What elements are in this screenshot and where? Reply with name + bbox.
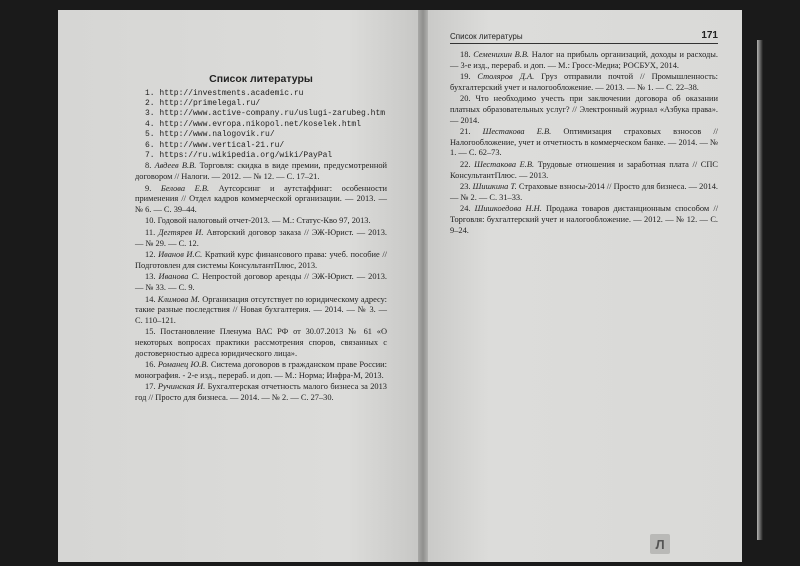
entry-text: Страховые взносы-2014 // Просто для бизнеса. — 2014. — № 2. — С. 31–33. — [450, 182, 718, 202]
entry-number: 21. — [460, 127, 471, 137]
left-column — [135, 74, 387, 405]
list-item: 3. http://www.active-company.ru/uslugi-zarubeg.htm — [145, 109, 386, 119]
entry-number: 13. — [145, 272, 156, 282]
entry-text: Оптимизация страховых взносов // Налогообложение, учет и отчетность в коммерческом банке. — 2014. — № 1. — С. 62–73. — [450, 127, 718, 158]
entry-text: Трудовые отношения и заработная плата // СПС КонсультантПлюс. — 2013. — [450, 159, 719, 180]
entry-number: 10. — [145, 216, 156, 226]
reference-entry — [135, 295, 387, 327]
entry-number: 18. — [460, 50, 471, 59]
reference-entry — [450, 94, 718, 126]
entry-text: Торговля: скидка в виде премии, предусмотренной договором // Налоги. — 2012. — № 12. — С. 17–21. — [135, 161, 388, 182]
page-heading: Список литературы — [209, 73, 313, 85]
entry-number: 17. — [145, 382, 156, 392]
entry-author: Шишкоедова Н.Н. — [474, 204, 542, 214]
list-item: 2. http://primelegal.ru/ — [145, 99, 261, 108]
page-number: 171 — [701, 30, 718, 41]
logo-icon: Л — [650, 534, 670, 554]
entry-text: Продажа товаров дистанционным способом // Торговля: бухгалтерский учет и налогообложение. — 2012. — № 12. — С. 9–24. — [450, 204, 719, 235]
reference-entry — [135, 216, 387, 227]
entry-author: Дегтярев И. — [158, 228, 204, 237]
reference-entry — [135, 382, 387, 403]
entry-author: Столяров Д.А. — [477, 72, 535, 82]
reference-list — [135, 161, 387, 403]
running-title: Список литературы — [450, 32, 523, 41]
entry-author: Шишкина Т. — [472, 182, 517, 192]
reference-entry — [450, 182, 718, 203]
entry-text: Что необходимо учесть при заключении договора об оказании платных образовательных услуг? // Электронный журнал «Азбука права». — 2014. — [450, 94, 718, 125]
entry-text: Налог на прибыль организаций, доходы и расходы. — 3-е изд., перераб. и доп. — М.: Гросс-Медиа; РОСБУХ, 2014. — [450, 50, 718, 70]
list-item: 5. http://www.nalogovik.ru/ — [145, 130, 275, 140]
reference-entry — [450, 50, 718, 71]
entry-text: Авторский договор заказа // ЭЖ-Юрист. — 2013. — № 29. — С. 12. — [135, 228, 388, 248]
entry-author: Ручинская И. — [157, 382, 206, 392]
entry-number: 23. — [460, 182, 471, 192]
list-item: 7. https://ru.wikipedia.org/wiki/PayPal — [145, 151, 333, 161]
entry-text: Груз отправили почтой // Промышленность: бухгалтерский учет и налогообложение. — 2013. — № 1. — С. 22–38. — [450, 72, 718, 92]
reference-entry — [450, 160, 718, 181]
entry-number: 19. — [460, 72, 471, 82]
reference-entry — [135, 360, 387, 381]
entry-text: Аутсорсинг и аутстаффинг: особенности применения // Отдел кадров коммерческой организации. — 2013. — № 6. — С. 39–44. — [135, 183, 388, 214]
entry-number: 16. — [145, 360, 156, 370]
entry-author: Белова Е.В. — [160, 183, 210, 193]
entry-text: Организация отсутствует по юридическому адресу: такие разные последствия // Новая бухгалтерия. — 2014. — № 3. — С. 110–121. — [135, 294, 388, 325]
reference-list — [450, 50, 718, 236]
list-item: 1. http://investments.academic.ru — [145, 88, 304, 98]
entry-number: 8. — [145, 161, 152, 171]
entry-number: 11. — [145, 228, 156, 237]
entry-number: 22. — [460, 159, 471, 169]
entry-author: Семенихин В.В. — [473, 50, 530, 59]
entry-number: 24. — [460, 204, 471, 214]
entry-number: 14. — [145, 294, 156, 304]
reference-entry — [135, 228, 387, 249]
reference-entry — [450, 72, 718, 93]
entry-text: Система договоров в гражданском праве России: монография. - 2-е изд., перераб. и доп. — М.: Норма; Инфра-М, 2013. — [135, 360, 387, 380]
entry-author: Иванов И.С. — [158, 250, 203, 260]
reference-entry — [450, 127, 718, 159]
running-header — [450, 29, 718, 44]
reference-entry — [135, 161, 387, 182]
book-gutter — [418, 10, 428, 562]
reference-entry — [450, 204, 718, 236]
entry-number: 15. — [145, 327, 156, 337]
entry-author: Романец Ю.В. — [157, 360, 209, 370]
entry-author: Авдеев В.В. — [154, 161, 197, 171]
entry-number: 9. — [145, 183, 152, 193]
reference-entry — [135, 272, 387, 293]
entry-author: Иванова С. — [158, 272, 200, 282]
entry-text: Непростой договор аренды // ЭЖ-Юрист. — 2013. — № 33. — С. 9. — [135, 272, 387, 292]
entry-author: Климова М. — [157, 294, 200, 304]
reference-entry — [135, 250, 387, 271]
page-edge — [757, 40, 763, 540]
entry-text: Краткий курс финансового права: учеб. пособие // Подготовлен для системы КонсультантПлюс, 2013. — [135, 250, 387, 270]
entry-number: 20. — [460, 94, 471, 104]
reference-entry — [135, 327, 387, 359]
list-item: 6. http://www.vertical-21.ru/ — [145, 140, 285, 150]
entry-author: Шестакова Е.В. — [482, 127, 552, 137]
list-item: 4. http://www.evropa.nikopol.net/koselek.html — [145, 119, 362, 129]
entry-text: Постановление Пленума ВАС РФ от 30.07.2013 № 61 «О некоторых вопросах практики рассмотрения споров, связанных с достоверностью адреса юридического лица». — [135, 327, 387, 358]
reference-entry — [135, 184, 387, 216]
entry-number: 12. — [145, 250, 156, 260]
right-column — [450, 50, 718, 237]
entry-text: Годовой налоговый отчет-2013. — М.: Статус-Кво 97, 2013. — [157, 216, 371, 226]
url-list — [135, 89, 387, 162]
entry-text: Бухгалтерская отчетность малого бизнеса за 2013 год // Просто для бизнеса. — 2014. — № 2. — С. 27–30. — [135, 382, 387, 402]
entry-author: Шестакова Е.В. — [474, 159, 535, 169]
